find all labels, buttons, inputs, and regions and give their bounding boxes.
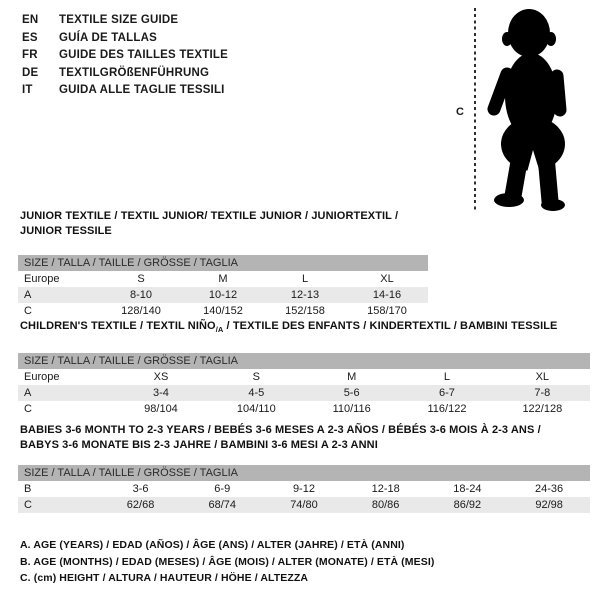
size-cell: XL (535, 371, 550, 384)
table-row (18, 271, 428, 287)
size-cell: 4-5 (248, 387, 265, 400)
junior-table-section (18, 209, 428, 319)
footnote-c: C. (cm) HEIGHT / ALTURA / HAUTEUR / HÖHE / ALTEZZA (20, 572, 309, 584)
table-title-text: BABYS 3-6 MONATE BIS 2-3 JAHRE / BAMBINI 3-6 MESI A 2-3 ANNI (20, 439, 378, 451)
size-cell: 158/170 (367, 305, 407, 317)
table-title-text: / TEXTILE DES ENFANTS / KINDERTEXTIL / BAMBINI TESSILE (223, 320, 558, 332)
row-label: B (24, 483, 32, 495)
row-label: A (24, 289, 32, 301)
language-code: FR (22, 49, 38, 61)
size-cell: 86/92 (453, 499, 482, 511)
babies-size-table (18, 465, 590, 513)
size-cell: 80/86 (371, 499, 400, 511)
size-cell: 128/140 (121, 305, 161, 317)
size-cell: M (218, 273, 228, 285)
babies-table-title (18, 423, 590, 453)
row-label: Europe (24, 371, 60, 384)
size-cell: 122/128 (522, 403, 563, 416)
size-cell: 140/152 (203, 305, 243, 317)
table-title-text: CHILDREN'S TEXTILE / TEXTIL NIÑO (20, 320, 216, 332)
language-code: DE (22, 66, 39, 79)
size-cell: M (347, 371, 357, 384)
size-cell: S (137, 273, 145, 285)
table-title-text: BABIES 3-6 MONTH TO 2-3 YEARS / BEBÉS 3-6 MESES A 2-3 AÑOS / BÉBÉS 3-6 MOIS À 2-3 ANS / (20, 424, 541, 436)
size-cell: L (301, 273, 309, 285)
row-label: C (24, 305, 32, 317)
size-header-bar: SIZE / TALLA / TAILLE / GRÖSSE / TAGLIA (18, 465, 590, 481)
children-size-table (18, 353, 590, 417)
size-cell: 8-10 (129, 289, 153, 301)
language-row-de (22, 65, 228, 83)
size-cell: 24-36 (535, 483, 564, 495)
size-cell: 14-16 (372, 289, 402, 301)
size-cell: XL (380, 273, 394, 285)
table-row (18, 481, 590, 497)
language-code: EN (22, 14, 39, 26)
junior-table-title (18, 209, 428, 239)
children-table-section (18, 319, 590, 417)
language-label: GUÍA DE TALLAS (59, 31, 157, 44)
language-code: IT (22, 84, 33, 96)
language-row-it (22, 82, 228, 100)
row-label: A (24, 387, 32, 400)
size-cell: 104/110 (236, 403, 276, 416)
size-header-bar: SIZE / TALLA / TAILLE / GRÖSSE / TAGLIA (18, 353, 590, 369)
height-dashed-line (474, 8, 476, 212)
language-label: GUIDA ALLE TAGLIE TESSILI (59, 84, 225, 96)
junior-size-table (18, 255, 428, 319)
size-cell: 12-18 (371, 483, 400, 495)
language-row-es (22, 30, 228, 48)
size-cell: 12-13 (290, 289, 320, 301)
table-row (18, 385, 590, 401)
size-cell: L (443, 371, 451, 384)
size-cell: 92/98 (535, 499, 563, 511)
language-row-en (22, 12, 228, 30)
row-label: Europe (24, 273, 60, 285)
language-code: ES (22, 31, 38, 44)
children-table-title (18, 319, 590, 337)
babies-table-section (18, 423, 590, 513)
size-cell: 68/74 (208, 499, 237, 511)
size-cell: 3-6 (132, 483, 149, 495)
size-cell: 98/104 (144, 403, 178, 416)
size-cell: 116/122 (427, 403, 467, 416)
size-cell: 18-24 (453, 483, 482, 495)
size-cell: 152/158 (285, 305, 325, 317)
baby-silhouette-icon (480, 4, 592, 214)
size-cell: XS (153, 371, 169, 384)
row-label: C (24, 403, 32, 416)
size-cell: 62/68 (126, 499, 155, 511)
language-label: TEXTILE SIZE GUIDE (59, 14, 179, 26)
size-cell: 3-4 (153, 387, 169, 400)
size-cell: 110/116 (332, 403, 371, 416)
footnote-a: A. AGE (YEARS) / EDAD (AÑOS) / ÂGE (ANS) / ALTER (JAHRE) / ETÀ (ANNI) (20, 539, 405, 551)
size-cell: S (252, 371, 260, 384)
table-row (18, 369, 590, 385)
row-label: C (24, 499, 32, 511)
size-cell: 6-9 (214, 483, 231, 495)
table-row (18, 303, 428, 319)
language-header (22, 12, 228, 100)
language-row-fr (22, 47, 228, 65)
size-cell: 9-12 (292, 483, 315, 495)
size-cell: 10-12 (208, 289, 238, 301)
size-header-bar: SIZE / TALLA / TAILLE / GRÖSSE / TAGLIA (18, 255, 428, 271)
height-measure-label: C (456, 106, 464, 118)
table-row (18, 401, 590, 417)
footnotes (20, 537, 434, 587)
table-title-text: JUNIOR TEXTILE / TEXTIL JUNIOR/ TEXTILE JUNIOR / JUNIORTEXTIL / JUNIOR TESSILE (20, 210, 399, 237)
footnote-b: B. AGE (MONTHS) / EDAD (MESES) / ÂGE (MOIS) / ALTER (MONATE) / ETÀ (MESI) (20, 555, 435, 568)
table-row (18, 287, 428, 303)
table-title-text: /A (215, 325, 224, 335)
language-label: TEXTILGRÖßENFÜHRUNG (59, 66, 210, 79)
size-cell: 5-6 (343, 387, 360, 400)
size-cell: 74/80 (290, 499, 318, 511)
table-row (18, 497, 590, 513)
size-cell: 7-8 (534, 387, 551, 400)
language-label: GUIDE DES TAILLES TEXTILE (59, 49, 228, 61)
size-cell: 6-7 (439, 387, 455, 400)
